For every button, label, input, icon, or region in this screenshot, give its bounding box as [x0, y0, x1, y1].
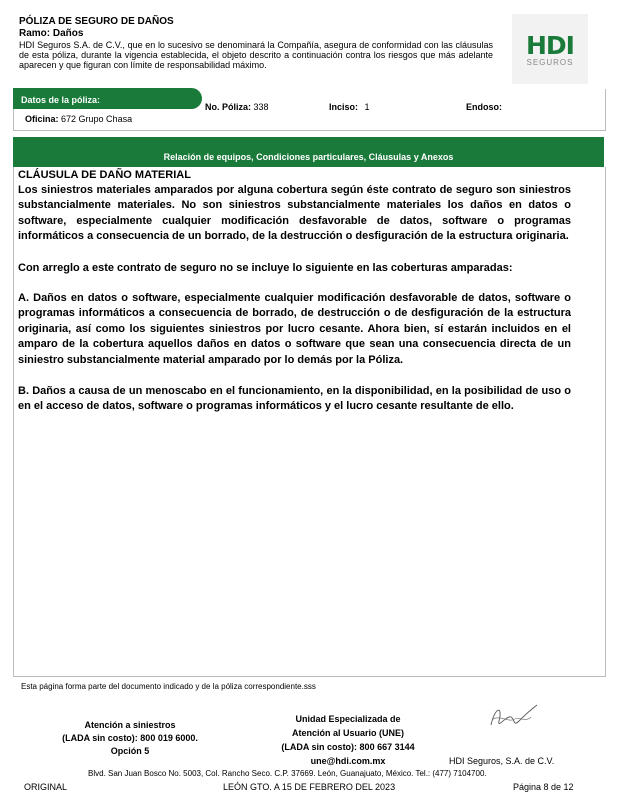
company-address: Blvd. San Juan Bosco No. 5003, Col. Rancho Seco. C.P. 37669. León, Guanajuato, México. Tel.: (477) 7104700.: [88, 769, 487, 778]
clause-paragraph-4: B. Daños a causa de un menoscabo en el funcionamiento, en la disponibilidad, en la posibilidad de uso o en el acceso de datos, software o programas informáticos y el lucro cesante resultante de ello.: [18, 385, 571, 413]
no-poliza-field: [205, 102, 269, 112]
atencion-line: Opción 5: [110, 746, 150, 756]
clause-paragraph-1: Los siniestros materiales amparados por alguna cobertura según éste contrato de seguro son siniestros substancialmente materiales. No son siniestros substancialmente materiales los daños en datos o software, especialmente cualquier modificación desfavorable de datos, software o programas informáticos a consecuencia de un borrado, de la destrucción o desfiguración de la estructura originaria.: [18, 184, 571, 243]
hdi-logo: [512, 14, 588, 84]
inciso-field: [329, 102, 370, 112]
oficina-field: [25, 114, 132, 124]
inciso-label: Inciso:: [329, 102, 359, 112]
atencion-line: (LADA sin costo): 800 019 6000.: [62, 733, 198, 743]
no-poliza-value: 338: [253, 102, 269, 112]
ramo-label: Ramo: Daños: [19, 28, 84, 39]
policy-section-label-pill: [13, 88, 202, 109]
atencion-siniestros: [50, 719, 210, 758]
logo-subtitle: SEGUROS: [526, 58, 574, 67]
company-name: HDI Seguros, S.A. de C.V.: [449, 756, 555, 766]
no-poliza-label: No. Póliza:: [205, 102, 252, 112]
place-date: LEÓN GTO. A 15 DE FEBRERO DEL 2023: [223, 782, 396, 792]
clause-paragraph-2: Con arreglo a este contrato de seguro no se incluye lo siguiente en las coberturas amparadas:: [18, 262, 513, 274]
une-contact: [268, 712, 428, 768]
endoso-field: [466, 102, 502, 112]
signature-image: [485, 697, 540, 737]
section-bar: Relación de equipos, Condiciones particulares, Cláusulas y Anexos: [13, 137, 604, 167]
une-line: Atención al Usuario (UNE): [291, 728, 404, 738]
intro-text: HDI Seguros S.A. de C.V., que en lo sucesivo se denominará la Compañía, asegura de conformidad con las cláusulas de esta póliza, durante la vigencia establecida, el objeto descrito a continuación contra los riesgos que más adelante aparecen y que figuran con límite de responsabilidad máximo.: [19, 40, 493, 70]
une-line: (LADA sin costo): 800 667 3144: [281, 742, 415, 752]
policy-section-label: Datos de la póliza:: [21, 95, 101, 105]
original-label: ORIGINAL: [24, 782, 68, 792]
atencion-line: Atención a siniestros: [84, 720, 176, 730]
oficina-label: Oficina:: [25, 114, 59, 124]
clause-title: CLÁUSULA DE DAÑO MATERIAL: [18, 169, 191, 181]
document-title: PÓLIZA DE SEGURO DE DAÑOS: [19, 16, 174, 27]
logo-brand: HDI: [526, 31, 574, 60]
une-line: Unidad Especializada de: [295, 714, 401, 724]
page-number: Página 8 de 12: [513, 782, 574, 792]
oficina-value: 672 Grupo Chasa: [61, 114, 133, 124]
endoso-label: Endoso:: [466, 102, 502, 112]
inciso-value: 1: [364, 102, 370, 112]
une-email[interactable]: une@hdi.com.mx: [310, 756, 386, 766]
clause-paragraph-3: A. Daños en datos o software, especialmente cualquier modificación desfavorable de datos, software o programas informáticos a consecuencia de borrado, de destrucción o de desfiguración de la estructura originaria, así como los siguientes siniestros por lucro cesante. Ahora bien, sí estarán incluidos en el amparo de la cobertura aquellos daños en datos o software que sean una consecuencia directa de un siniestro substancialmente material amparado por lo demás por la Póliza.: [18, 292, 571, 366]
footer-note: Esta página forma parte del documento indicado y de la póliza correspondiente.sss: [21, 682, 316, 691]
